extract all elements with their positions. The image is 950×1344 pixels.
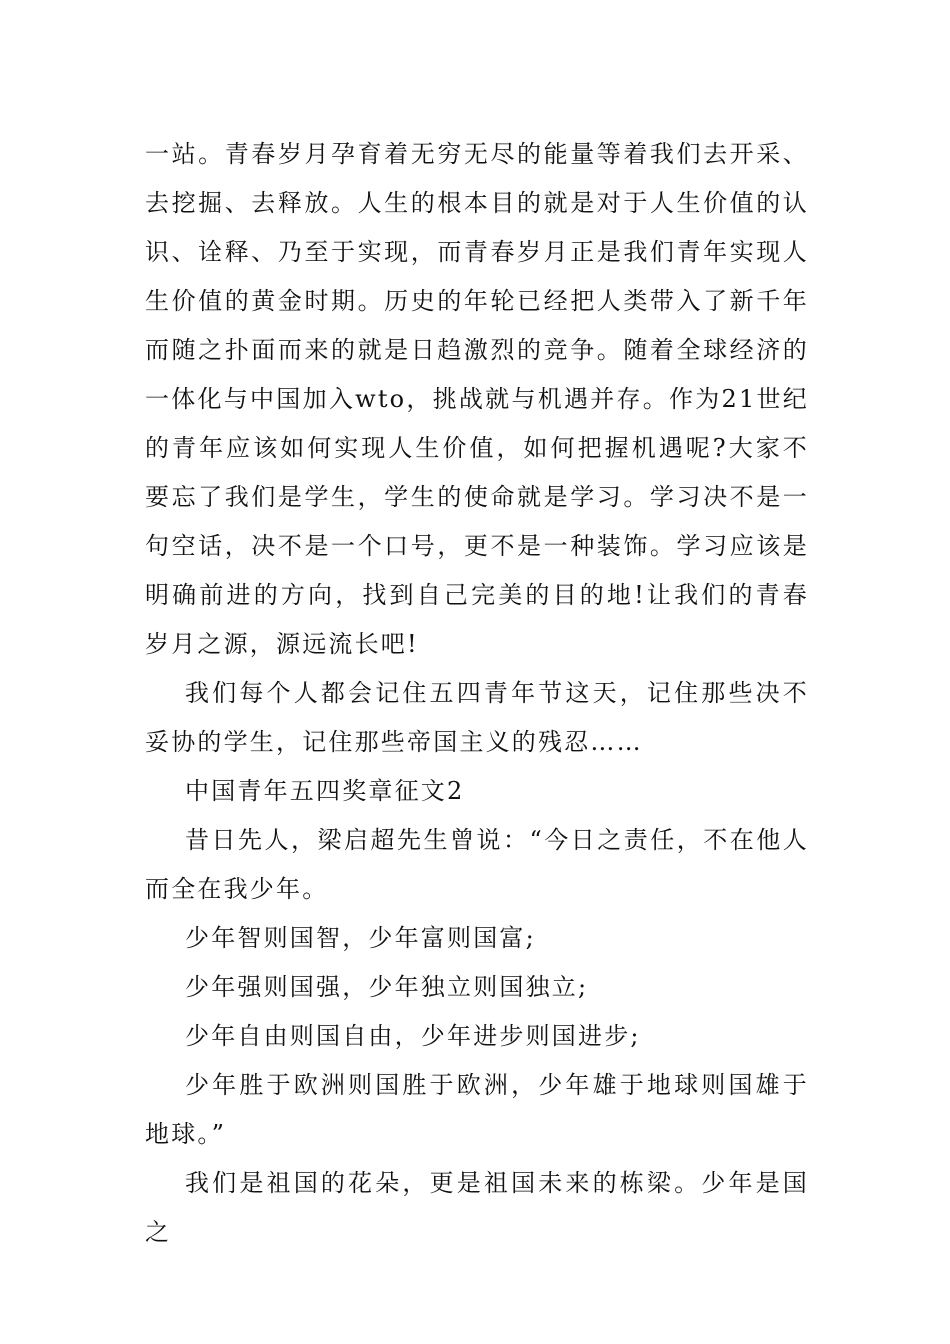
quote-line-wisdom: 少年智则国智，少年富则国富; — [185, 924, 536, 952]
paragraph-continuation: 一站。青春岁月孕育着无穷无尽的能量等着我们去开采、去挖掘、去释放。人生的根本目的就是对于人生价值的认识、诠释、乃至于实现，而青春岁月正是我们青年实现人生价值的黄金时期。历史的年轮已经把人类带入了新千年而随之扑面而来的就是日趋激烈的竞争。随着全球经济的一体化与中国加入wto，挑战就与机遇并存。作为21世纪的青年应该如何实现人生价值，如何把握机遇呢?大家不要忘了我们是学生，学生的使命就是学习。学习决不是一句空话，决不是一个口号，更不是一种装饰。学习应该是明确前进的方向，找到自己完美的目的地!让我们的青春岁月之源，源远流长吧! — [145, 140, 809, 658]
document-body — [145, 130, 809, 1257]
quote-line-freedom: 少年自由则国自由，少年进步则国进步; — [185, 1022, 641, 1050]
paragraph-may-fourth: 我们每个人都会记住五四青年节这天，记住那些决不妥协的学生，记住那些帝国主义的残忍…… — [145, 679, 809, 756]
paragraph-liang-qichao-quote: 昔日先人，梁启超先生曾说：“今日之责任，不在他人而全在我少年。 — [145, 826, 809, 903]
quote-line-europe: 少年胜于欧洲则国胜于欧洲，少年雄于地球则国雄于地球。” — [145, 1071, 809, 1148]
section-heading: 中国青年五四奖章征文2 — [185, 777, 465, 805]
quote-line-strength: 少年强则国强，少年独立则国独立; — [185, 973, 589, 1001]
paragraph-flowers: 我们是祖国的花朵，更是祖国未来的栋梁。少年是国之 — [145, 1169, 809, 1246]
